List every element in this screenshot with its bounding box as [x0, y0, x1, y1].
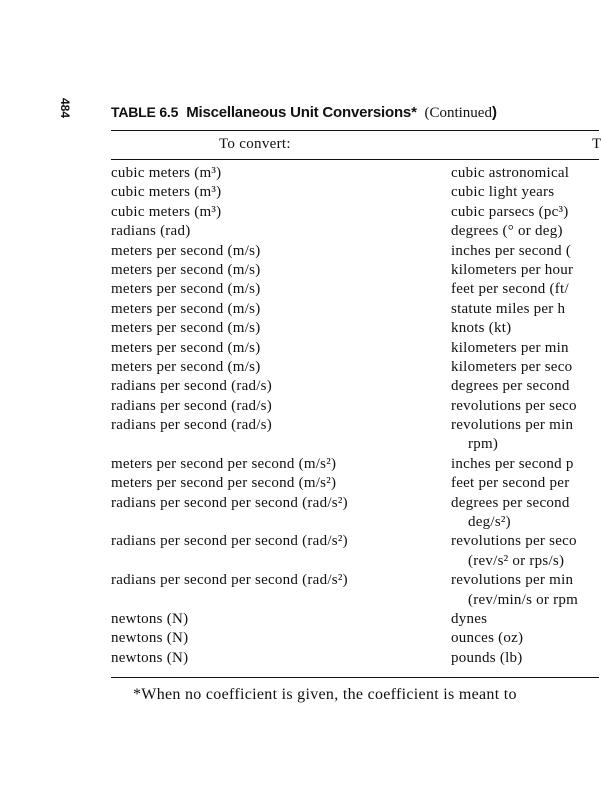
table-top-rule — [111, 130, 599, 131]
convert-to-continuation: (rev/s² or rps/s) — [468, 552, 565, 569]
table-row — [111, 339, 599, 358]
convert-to-line: cubic light years — [451, 184, 555, 201]
convert-from-cell: cubic meters (m³) — [111, 184, 222, 201]
convert-from-cell: newtons (N) — [111, 611, 189, 628]
convert-to-line: feet per second (ft/ — [451, 281, 569, 298]
convert-to-cell — [451, 261, 573, 280]
convert-to-cell — [451, 416, 573, 455]
table-continued-close: ) — [491, 104, 497, 121]
header-rule — [111, 159, 599, 160]
convert-from-cell: meters per second per second (m/s²) — [111, 455, 337, 472]
convert-to-line: feet per second per — [451, 475, 570, 492]
convert-to-line: ounces (oz) — [451, 630, 524, 647]
table-footnote: *When no coefficient is given, the coefficient is meant to — [133, 686, 517, 703]
convert-to-line: knots (kt) — [451, 320, 512, 337]
convert-to-line: degrees per second — [451, 494, 570, 511]
convert-from-cell: radians per second (rad/s) — [111, 397, 273, 414]
convert-to-cell — [451, 397, 577, 416]
convert-to-cell — [451, 494, 570, 533]
table-row — [111, 494, 599, 533]
table-continued-open: ( — [420, 105, 430, 121]
column-header-from: To convert: — [219, 136, 291, 152]
convert-from-cell: radians per second per second (rad/s²) — [111, 494, 348, 511]
convert-to-cell — [451, 455, 574, 474]
table-row — [111, 183, 599, 202]
convert-to-cell — [451, 222, 563, 241]
table-row — [111, 649, 599, 668]
convert-to-line: kilometers per seco — [451, 358, 573, 375]
table-continued-label: Continued — [429, 105, 492, 121]
convert-to-line: kilometers per hour — [451, 261, 574, 278]
convert-to-line: revolutions per seco — [451, 397, 577, 414]
convert-to-line: cubic parsecs (pc³) — [451, 203, 569, 220]
convert-to-cell — [451, 629, 523, 648]
table-row — [111, 416, 599, 455]
convert-from-cell: cubic meters (m³) — [111, 165, 222, 181]
convert-from-cell: meters per second (m/s) — [111, 281, 261, 298]
convert-to-cell — [451, 203, 569, 222]
convert-from-cell: cubic meters (m³) — [111, 203, 222, 220]
convert-to-line: cubic astronomical — [451, 165, 570, 181]
convert-to-line: statute miles per h — [451, 300, 566, 317]
convert-from-cell: radians per second per second (rad/s²) — [111, 572, 348, 589]
table-row — [111, 280, 599, 299]
convert-to-line: degrees (° or deg) — [451, 223, 563, 240]
convert-from-cell: radians per second (rad/s) — [111, 417, 273, 434]
convert-to-cell — [451, 280, 569, 299]
table-row — [111, 377, 599, 396]
convert-to-cell — [451, 319, 511, 338]
convert-to-line: kilometers per min — [451, 339, 569, 356]
table-row — [111, 455, 599, 474]
convert-to-line: revolutions per seco — [451, 533, 577, 550]
convert-to-cell — [451, 300, 565, 319]
convert-to-cell — [451, 474, 569, 493]
table-body — [111, 164, 599, 668]
convert-to-continuation: (rev/min/s or rpm — [468, 591, 579, 608]
convert-to-cell — [451, 571, 578, 610]
table-label: TABLE 6.5 — [111, 104, 179, 120]
table-row — [111, 532, 599, 571]
convert-to-line: degrees per second — [451, 378, 570, 395]
page-number: 484 — [58, 97, 72, 119]
table-row — [111, 474, 599, 493]
convert-to-cell — [451, 377, 570, 396]
convert-to-line: dynes — [451, 611, 488, 628]
convert-to-cell — [451, 610, 487, 629]
convert-to-line: revolutions per min — [451, 572, 574, 589]
table-row — [111, 203, 599, 222]
convert-from-cell: newtons (N) — [111, 630, 189, 647]
convert-from-cell: radians per second per second (rad/s²) — [111, 533, 348, 550]
convert-from-cell: radians (rad) — [111, 223, 191, 240]
convert-to-line: inches per second ( — [451, 242, 572, 259]
table-row — [111, 164, 599, 183]
convert-to-cell — [451, 183, 554, 202]
convert-to-cell — [451, 649, 523, 668]
table-row — [111, 610, 599, 629]
table-row — [111, 242, 599, 261]
convert-to-cell — [451, 242, 571, 261]
column-header-to: T — [592, 136, 601, 152]
table-caption — [111, 103, 497, 122]
table-row — [111, 358, 599, 377]
convert-from-cell: newtons (N) — [111, 649, 189, 666]
table-title: Miscellaneous Unit Conversions* — [186, 104, 417, 121]
table-row — [111, 571, 599, 610]
convert-from-cell: meters per second (m/s) — [111, 242, 261, 259]
convert-to-line: pounds (lb) — [451, 649, 523, 666]
convert-to-cell — [451, 532, 577, 571]
convert-from-cell: meters per second (m/s) — [111, 261, 261, 278]
convert-to-continuation: deg/s²) — [468, 514, 511, 531]
convert-to-cell — [451, 164, 569, 183]
table-row — [111, 222, 599, 241]
convert-from-cell: meters per second (m/s) — [111, 300, 261, 317]
convert-to-line: inches per second p — [451, 455, 574, 472]
convert-from-cell: meters per second per second (m/s²) — [111, 475, 337, 492]
table-row — [111, 629, 599, 648]
convert-to-cell — [451, 339, 569, 358]
convert-to-line: revolutions per min — [451, 417, 574, 434]
convert-from-cell: meters per second (m/s) — [111, 339, 261, 356]
table-bottom-rule — [111, 677, 599, 678]
table-row — [111, 261, 599, 280]
table-row — [111, 397, 599, 416]
convert-from-cell: meters per second (m/s) — [111, 358, 261, 375]
convert-from-cell: meters per second (m/s) — [111, 320, 261, 337]
convert-to-cell — [451, 358, 572, 377]
convert-from-cell: radians per second (rad/s) — [111, 378, 273, 395]
convert-to-continuation: rpm) — [468, 436, 499, 453]
table-row — [111, 300, 599, 319]
table-row — [111, 319, 599, 338]
